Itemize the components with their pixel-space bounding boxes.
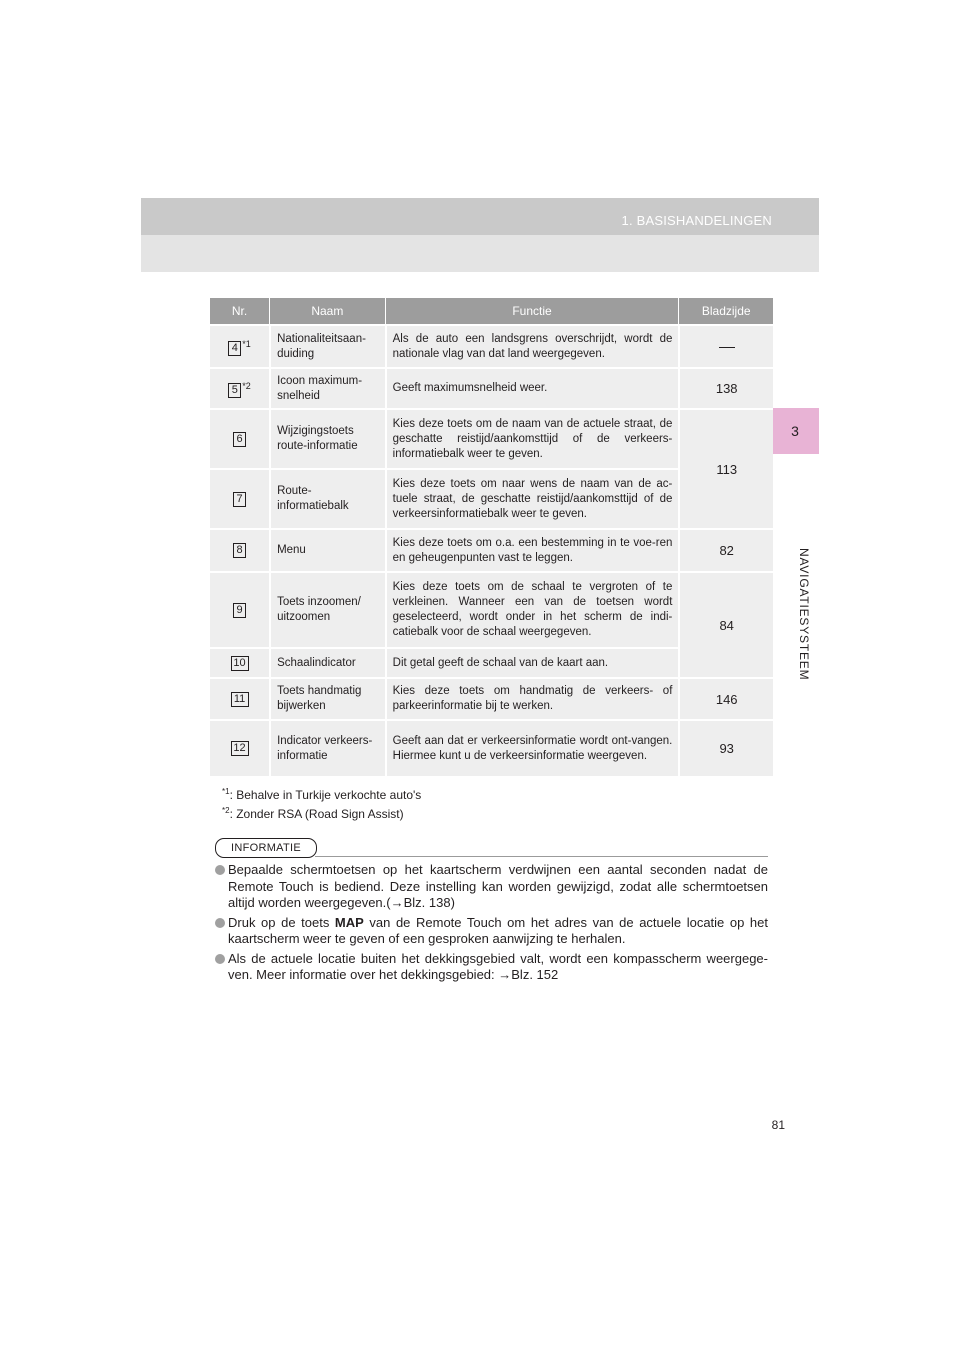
info-bullets	[215, 862, 768, 987]
page-number: 81	[771, 1118, 785, 1132]
chapter-tab: 3	[771, 408, 819, 454]
row-name: Indicator verkeers-informatie	[269, 719, 385, 776]
row-name: Menu	[269, 528, 385, 571]
number-box: 7	[233, 492, 246, 507]
bullet-icon	[215, 918, 225, 928]
section-title: 1. BASISHANDELINGEN	[621, 213, 772, 228]
info-bullet: Bepaalde schermtoetsen op het kaartscherm verdwijnen een aantal seconden nadat de Remote Touch is bediend. Deze instelling kan worden gewijzigd, zodat alle schermtoetsen altijd worden weergegeven.(→Blz. 138)	[215, 862, 768, 912]
number-box: 8	[233, 543, 246, 558]
col-naam: Naam	[269, 298, 385, 324]
info-bullet: Als de actuele locatie buiten het dekkingsgebied valt, wordt een kompasscherm weergege-ven. Meer informatie over het dekkingsgebied: →Blz. 152	[215, 951, 768, 984]
row-page: 82	[678, 528, 773, 571]
info-bullet: Druk op de toets MAP van de Remote Touch om het adres van de actuele locatie op het kaartscherm weer te geven of een gesproken aanwijzing te herhalen.	[215, 915, 768, 948]
number-box: 5	[228, 383, 241, 398]
table-row	[210, 324, 773, 367]
chapter-label: NAVIGATIESYSTEEM	[797, 548, 811, 681]
footnote-1: $^{*1}$: Behalve in Turkije verkochte auto's	[222, 787, 422, 802]
row-name: Route-informatiebalk	[269, 468, 385, 528]
row-function: Als de auto een landsgrens overschrijdt, wordt de nationale vlag van dat land weergegeven.	[385, 324, 679, 367]
row-function: Kies deze toets om o.a. een bestemming in te voe-ren en geheugenpunten vast te leggen.	[385, 528, 679, 571]
row-function: Kies deze toets om de naam van de actuele straat, de geschatte reistijd/aankomsttijd of de verkeers-informatiebalk weer te geven.	[385, 408, 679, 468]
table-row	[210, 367, 773, 408]
table-row	[210, 719, 773, 776]
info-divider	[315, 856, 768, 857]
row-name: Schaalindicator	[269, 647, 385, 677]
footnote-mark: *1	[242, 338, 251, 349]
bullet-icon	[215, 865, 225, 875]
number-box: 9	[233, 603, 246, 618]
row-function: Geeft maximumsnelheid weer.	[385, 367, 679, 408]
footnote-2: $^{*2}$: Zonder RSA (Road Sign Assist)	[222, 806, 404, 821]
row-name: Toets handmatig bijwerken	[269, 677, 385, 719]
row-page: 146	[678, 677, 773, 719]
row-function: Kies deze toets om naar wens de naam van de ac-tuele straat, de geschatte reistijd/aankomsttijd of de verkeersinformatiebalk weer te geven.	[385, 468, 679, 528]
number-box: 11	[231, 692, 249, 707]
row-function: Dit getal geeft de schaal van de kaart aan.	[385, 647, 679, 677]
col-bladzijde: Bladzijde	[678, 298, 773, 324]
col-nr: Nr.	[210, 298, 269, 324]
map-key-label: MAP	[334, 914, 364, 930]
table-row	[210, 408, 773, 468]
bullet-icon	[215, 954, 225, 964]
row-function: Geeft aan dat er verkeersinformatie wordt ont-vangen. Hiermee kunt u de verkeersinformatie weergeven.	[385, 719, 679, 776]
number-box: 10	[231, 656, 249, 671]
number-box: 12	[231, 741, 249, 756]
number-box: 4	[228, 341, 241, 356]
row-function: Kies deze toets om handmatig de verkeers- of parkeerinformatie bij te werken.	[385, 677, 679, 719]
footnote-mark: *2	[242, 380, 251, 391]
function-table	[210, 298, 773, 776]
row-page: 84	[678, 571, 773, 677]
table-row	[210, 571, 773, 647]
row-page: 138	[678, 367, 773, 408]
row-name: Toets inzoomen/ uitzoomen	[269, 571, 385, 647]
number-box: 6	[233, 432, 246, 447]
header-subband	[141, 235, 819, 272]
table-row	[210, 528, 773, 571]
row-name: Icoon maximum-snelheid	[269, 367, 385, 408]
table-row	[210, 677, 773, 719]
row-page: 113	[678, 408, 773, 528]
row-name: Nationaliteitsaan-duiding	[269, 324, 385, 367]
table-header-row	[210, 298, 773, 324]
row-page: 93	[678, 719, 773, 776]
no-page-dash	[719, 347, 735, 348]
row-function: Kies deze toets om de schaal te vergroten of te verkleinen. Wanneer een van de toetsen wordt geselecteerd, wordt onder in het scherm de indi-catiebalk voor de schaal weergegeven.	[385, 571, 679, 647]
row-name: Wijzigingstoets route-informatie	[269, 408, 385, 468]
col-functie: Functie	[385, 298, 679, 324]
footnotes	[222, 784, 421, 822]
info-label: INFORMATIE	[215, 838, 317, 858]
